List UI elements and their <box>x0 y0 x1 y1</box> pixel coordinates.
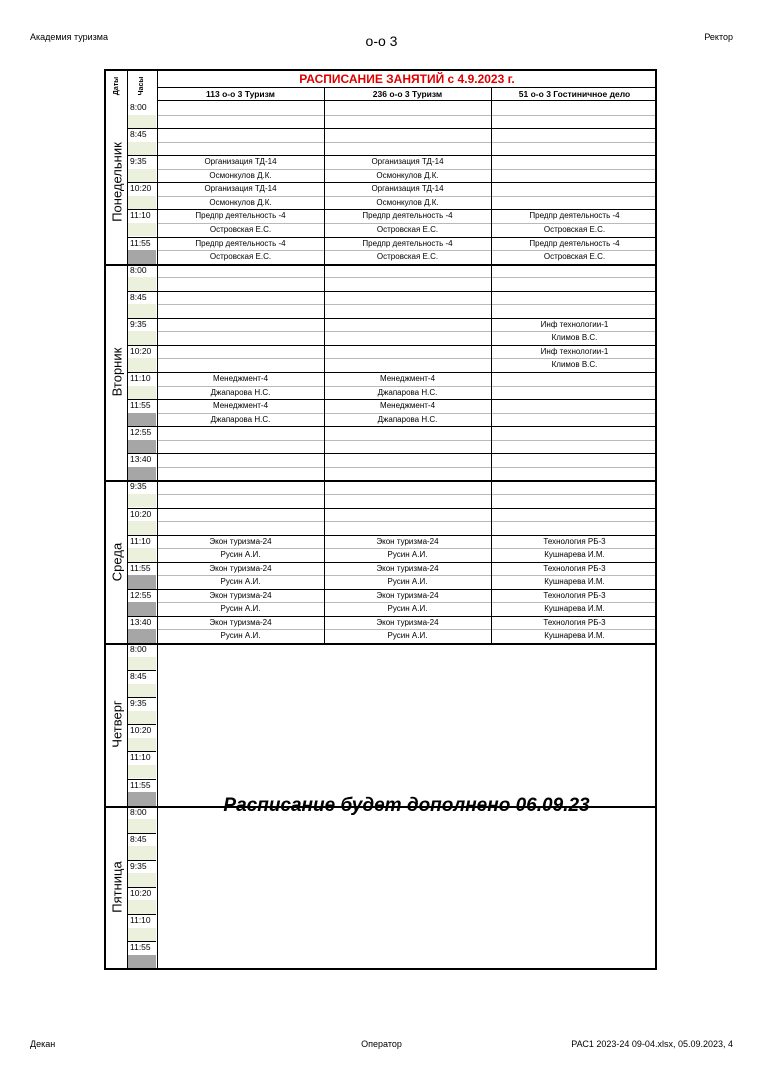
class-subject <box>325 480 490 493</box>
class-subject <box>158 480 323 493</box>
slot-line <box>128 968 156 969</box>
class-subject <box>325 426 490 439</box>
row-line <box>158 629 655 630</box>
hour-shade <box>128 928 156 942</box>
class-teacher: Островская Е.С. <box>209 224 272 234</box>
time-slot: 10:20 <box>130 887 152 898</box>
time-slot: 11:55 <box>130 779 151 790</box>
class-teacher <box>158 440 323 453</box>
hour-shade-dark <box>128 955 156 969</box>
hour-shade <box>128 304 156 318</box>
column-line <box>157 71 158 968</box>
time-slot: 8:45 <box>130 291 147 302</box>
class-teacher <box>158 467 323 480</box>
hour-shade-dark <box>128 792 156 806</box>
class-teacher <box>158 115 323 128</box>
class-subject: Организация ТД-14 <box>371 157 444 167</box>
class-teacher: Русин А.И. <box>387 550 428 560</box>
class-teacher <box>158 494 323 507</box>
class-teacher <box>492 386 657 399</box>
class-subject: Менеджмент-4 <box>379 374 436 383</box>
class-subject <box>158 128 323 141</box>
class-subject <box>158 318 323 331</box>
class-subject: Экон туризма-24 <box>376 590 439 600</box>
class-teacher: Островская Е.С. <box>543 252 606 262</box>
class-teacher <box>325 521 490 534</box>
class-subject: Предпр деятельность -4 <box>529 238 620 248</box>
hour-shade <box>128 846 156 860</box>
class-teacher: Климов В.С. <box>551 333 598 343</box>
class-subject: Технология РБ-3 <box>543 536 606 546</box>
class-subject: Организация ТД-14 <box>371 184 444 194</box>
class-subject: Организация ТД-14 <box>204 157 277 167</box>
class-subject <box>492 480 657 493</box>
class-subject <box>492 426 657 439</box>
class-subject: Менеджмент-4 <box>379 401 436 411</box>
header-group: о-о 3 <box>365 33 398 49</box>
row-line <box>158 277 655 278</box>
class-teacher: Островская Е.С. <box>376 224 439 234</box>
class-teacher <box>492 521 657 534</box>
class-teacher <box>325 277 490 290</box>
row-line <box>158 196 655 197</box>
class-subject <box>492 182 657 195</box>
class-teacher: Кушнарева И.М. <box>544 604 605 614</box>
time-slot: 13:40 <box>130 616 152 627</box>
time-slot: 10:20 <box>130 725 152 736</box>
time-slot: 8:00 <box>130 644 147 654</box>
time-slot: 9:35 <box>130 318 147 329</box>
hour-shade <box>128 142 156 156</box>
footer-file-info: РАС1 2023-24 09-04.xlsx, 05.09.2023, 4 <box>571 1039 733 1049</box>
row-line <box>158 386 655 387</box>
class-subject <box>325 345 490 358</box>
hour-shade-dark <box>128 602 156 616</box>
time-slot: 8:00 <box>130 806 147 817</box>
class-teacher <box>325 358 490 371</box>
class-subject: Предпр деятельность -4 <box>362 238 453 248</box>
class-teacher: Джапарова Н.С. <box>210 387 271 397</box>
class-teacher: Кушнарева И.М. <box>544 550 605 560</box>
class-teacher <box>492 494 657 507</box>
hour-shade <box>128 169 156 183</box>
class-subject: Предпр деятельность -4 <box>195 211 286 221</box>
class-teacher <box>158 331 323 344</box>
column-line <box>127 71 128 968</box>
class-subject <box>492 508 657 521</box>
class-subject: Предпр деятельность -4 <box>529 211 620 221</box>
class-subject <box>325 101 490 114</box>
class-teacher <box>158 521 323 534</box>
class-teacher: Островская Е.С. <box>376 252 439 262</box>
class-subject: Организация ТД-14 <box>204 184 277 194</box>
row-line <box>158 467 655 468</box>
class-teacher <box>158 142 323 155</box>
class-teacher <box>492 277 657 290</box>
class-subject: Экон туризма-24 <box>209 536 272 546</box>
class-teacher <box>158 358 323 371</box>
row-line <box>158 575 655 576</box>
time-slot: 12:55 <box>130 427 152 438</box>
class-subject: Предпр деятельность -4 <box>362 211 453 221</box>
header-line <box>158 100 655 101</box>
hour-shade <box>128 358 156 372</box>
class-teacher: Осмонкулов Д.К. <box>376 170 439 180</box>
row-line <box>158 304 655 305</box>
time-slot: 9:35 <box>130 481 147 492</box>
class-teacher: Осмонкулов Д.К. <box>376 197 439 207</box>
class-teacher <box>325 440 490 453</box>
class-subject: Технология РБ-3 <box>543 590 606 600</box>
class-subject: Технология РБ-3 <box>543 617 606 627</box>
hour-shade-dark <box>128 413 156 427</box>
time-slot: 11:10 <box>130 915 151 925</box>
class-teacher: Русин А.И. <box>220 631 261 641</box>
hour-shade <box>128 277 156 291</box>
time-slot: 12:55 <box>130 589 152 600</box>
class-teacher: Климов В.С. <box>551 360 598 370</box>
time-slot: 11:55 <box>130 237 151 248</box>
class-subject <box>492 291 657 304</box>
time-slot: 10:20 <box>130 345 152 356</box>
class-subject <box>325 264 490 277</box>
class-subject <box>325 318 490 331</box>
class-subject <box>325 508 490 521</box>
day-separator <box>106 968 655 970</box>
class-subject <box>492 264 657 277</box>
class-subject: Экон туризма-24 <box>209 563 272 573</box>
row-line <box>158 169 655 170</box>
class-subject <box>158 345 323 358</box>
time-slot: 9:35 <box>130 698 147 709</box>
hour-shade <box>128 765 156 779</box>
schedule-table <box>104 69 657 970</box>
time-slot: 10:20 <box>130 508 152 519</box>
class-teacher: Русин А.И. <box>387 604 428 614</box>
class-subject: Менеджмент-4 <box>212 374 269 383</box>
class-teacher <box>158 277 323 290</box>
hour-shade-dark <box>128 467 156 481</box>
hour-shade-dark <box>128 440 156 454</box>
row-line <box>158 115 655 116</box>
hour-shade <box>128 196 156 210</box>
day-separator <box>106 643 655 645</box>
class-subject <box>492 128 657 141</box>
class-teacher <box>492 304 657 317</box>
class-teacher <box>325 115 490 128</box>
class-teacher: Островская Е.С. <box>543 224 606 234</box>
class-subject <box>325 128 490 141</box>
day-name: Четверг <box>109 700 124 748</box>
class-teacher: Джапарова Н.С. <box>377 414 438 424</box>
class-teacher: Джапарова Н.С. <box>210 414 271 424</box>
hour-shade <box>128 873 156 887</box>
class-subject <box>158 291 323 304</box>
class-teacher: Русин А.И. <box>387 577 428 587</box>
class-teacher: Русин А.И. <box>220 604 261 614</box>
row-line <box>158 223 655 224</box>
time-slot: 8:00 <box>130 264 147 275</box>
header-institution: Академия туризма <box>30 32 108 42</box>
class-teacher: Джапарова Н.С. <box>377 387 438 397</box>
group-header-1: 113 о-о 3 Туризм <box>206 89 275 99</box>
row-line <box>158 602 655 603</box>
class-teacher <box>325 331 490 344</box>
class-teacher <box>492 169 657 182</box>
time-slot: 9:35 <box>130 860 147 871</box>
class-subject: Предпр деятельность -4 <box>195 238 286 248</box>
class-teacher: Кушнарева И.М. <box>544 577 605 587</box>
column-line <box>324 87 325 643</box>
class-subject <box>492 372 657 385</box>
time-slot: 10:20 <box>130 183 152 194</box>
class-teacher <box>158 304 323 317</box>
hour-shade <box>128 115 156 129</box>
hour-shade <box>128 223 156 237</box>
hour-shade <box>128 521 156 535</box>
class-teacher: Кушнарева И.М. <box>544 631 605 641</box>
class-subject: Экон туризма-24 <box>376 617 439 627</box>
time-slot: 8:00 <box>130 102 147 112</box>
row-line <box>158 142 655 143</box>
class-teacher <box>492 196 657 209</box>
class-teacher <box>492 115 657 128</box>
class-subject <box>158 101 323 114</box>
day-name: Понедельник <box>109 142 124 223</box>
class-subject <box>158 426 323 439</box>
class-subject <box>492 155 657 168</box>
row-line <box>158 548 655 549</box>
time-slot: 11:10 <box>130 210 151 221</box>
class-subject <box>325 291 490 304</box>
hour-shade <box>128 684 156 698</box>
time-slot: 11:10 <box>130 752 151 763</box>
class-subject: Экон туризма-24 <box>376 563 439 573</box>
day-name: Среда <box>109 542 124 581</box>
class-teacher <box>492 142 657 155</box>
time-slot: 11:55 <box>130 562 151 573</box>
class-teacher <box>325 142 490 155</box>
hour-shade <box>128 900 156 914</box>
group-header-2: 236 о-о 3 Туризм <box>372 89 443 99</box>
col-dates-header: Даты <box>113 76 120 96</box>
class-subject <box>492 453 657 466</box>
group-header-3: 51 о-о 3 Гостиничное дело <box>518 89 631 99</box>
class-teacher: Островская Е.С. <box>209 252 272 262</box>
class-teacher: Осмонкулов Д.К. <box>209 197 272 207</box>
class-subject <box>492 399 657 412</box>
hour-shade <box>128 386 156 400</box>
class-subject: Инф технологии-1 <box>540 319 609 329</box>
class-subject: Экон туризма-24 <box>376 536 439 546</box>
time-slot: 11:10 <box>130 373 151 383</box>
hour-shade-dark <box>128 250 156 264</box>
class-teacher <box>325 467 490 480</box>
class-teacher <box>325 304 490 317</box>
hour-shade <box>128 331 156 345</box>
time-slot: 11:10 <box>130 535 151 546</box>
col-hours-header: Часы <box>138 76 145 96</box>
time-slot: 8:45 <box>130 833 147 844</box>
footer-dean: Декан <box>30 1039 56 1049</box>
class-subject: Экон туризма-24 <box>209 590 272 600</box>
row-line <box>158 331 655 332</box>
hour-shade <box>128 494 156 508</box>
class-teacher: Русин А.И. <box>220 550 261 560</box>
hour-shade <box>128 548 156 562</box>
row-line <box>158 440 655 441</box>
class-teacher: Русин А.И. <box>387 631 428 641</box>
class-subject: Менеджмент-4 <box>212 401 269 411</box>
hour-shade-dark <box>128 629 156 643</box>
day-name: Пятница <box>109 861 124 913</box>
row-line <box>158 413 655 414</box>
header-rector: Ректор <box>704 32 733 42</box>
class-teacher <box>492 467 657 480</box>
hour-shade <box>128 738 156 752</box>
schedule-title: РАСПИСАНИЕ ЗАНЯТИЙ с 4.9.2023 г. <box>299 72 515 86</box>
row-line <box>158 521 655 522</box>
class-subject: Экон туризма-24 <box>209 617 272 627</box>
time-slot: 8:45 <box>130 671 147 682</box>
row-line <box>158 358 655 359</box>
class-subject: Технология РБ-3 <box>543 563 606 573</box>
column-line <box>491 87 492 643</box>
time-slot: 8:45 <box>130 129 147 140</box>
time-slot: 11:55 <box>130 942 151 953</box>
time-slot: 11:55 <box>130 400 151 411</box>
class-teacher: Русин А.И. <box>220 577 261 587</box>
row-line <box>158 250 655 251</box>
title-line <box>158 87 655 88</box>
class-teacher <box>492 440 657 453</box>
hour-shade <box>128 711 156 725</box>
hour-shade <box>128 657 156 671</box>
row-line <box>158 494 655 495</box>
schedule-note: Расписание будет дополнено 06.09.23 <box>223 795 590 816</box>
class-teacher <box>492 413 657 426</box>
footer-operator: Оператор <box>361 1039 402 1049</box>
class-teacher <box>325 494 490 507</box>
time-slot: 13:40 <box>130 454 152 465</box>
class-subject <box>158 453 323 466</box>
hour-shade-dark <box>128 575 156 589</box>
time-slot: 9:35 <box>130 156 147 167</box>
class-subject <box>325 453 490 466</box>
class-subject <box>158 508 323 521</box>
class-subject: Инф технологии-1 <box>540 346 609 356</box>
class-subject <box>492 101 657 114</box>
hour-shade <box>128 819 156 833</box>
day-name: Вторник <box>109 347 125 397</box>
class-teacher: Осмонкулов Д.К. <box>209 170 272 180</box>
class-subject <box>158 264 323 277</box>
